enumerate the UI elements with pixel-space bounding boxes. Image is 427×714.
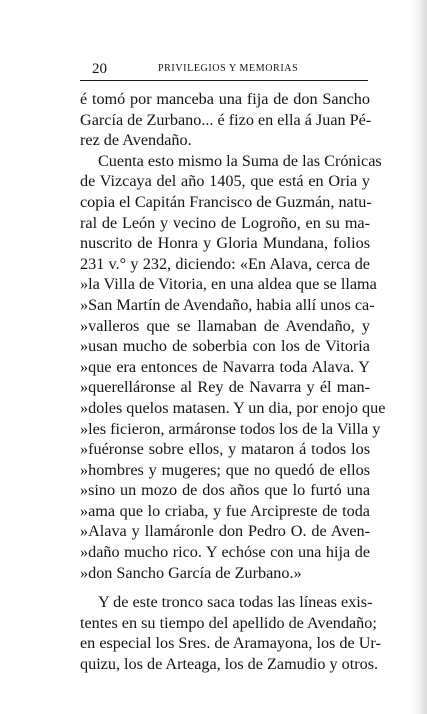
page-header	[92, 60, 370, 80]
running-title: PRIVILEGIOS Y MEMORIAS	[158, 63, 299, 74]
text-line: Cuenta esto mismo la Suma de las Crónicas	[98, 151, 382, 170]
text-line: »daño mucho rico. Y echóse con una hija de	[80, 543, 370, 562]
text-line: tentes en su tiempo del apellido de Avendaño;	[80, 613, 377, 632]
text-line: »usan mucho de soberbia con los de Vitoria	[80, 337, 370, 356]
text-line: »doles quelos matasen. Y un dia, por enojo que	[80, 398, 386, 417]
text-line: ral de León y vecino de Logroño, en su ma-	[80, 213, 370, 232]
body-text	[80, 89, 386, 675]
text-line: 231 v.° y 232, diciendo: «En Alava, cerca de	[80, 254, 370, 273]
text-line: »hombres y mugeres; que no quedó de ellos	[80, 460, 370, 479]
text-line: »San Martín de Avendaño, habia allí unos ca-	[80, 295, 375, 314]
text-line: de Vizcaya del año 1405, que está en Oria y	[80, 172, 370, 191]
page-edge-shadow	[409, 0, 427, 714]
page-number: 20	[92, 61, 107, 77]
text-line: Y de este tronco saca todas las líneas exis-	[98, 593, 373, 612]
paragraph-1	[80, 89, 370, 151]
text-line: »fuéronse sobre ellos, y mataron á todos los	[80, 440, 370, 459]
text-line: rez de Avendaño.	[80, 131, 192, 150]
header-rule	[80, 80, 368, 81]
text-line: »querelláronse al Rey de Navarra y él man-	[80, 378, 370, 397]
paragraph-3	[80, 592, 381, 674]
text-line: »les ficieron, armáronse todos los de la Villa y	[80, 419, 381, 438]
paragraph-2	[80, 151, 386, 583]
text-line: »que era entonces de Navarra toda Alava. Y	[80, 357, 370, 376]
text-line: »sino un mozo de dos años que lo furtó una	[80, 481, 370, 500]
text-line: »ama que lo criaba, y fue Arcipreste de toda	[80, 501, 370, 520]
text-line: »valleros que se llamaban de Avendaño, y	[80, 316, 370, 335]
text-line: »Alava y llamáronle don Pedro O. de Aven-	[80, 522, 370, 541]
text-line: García de Zurbano... é fizo en ella á Juan Pé-	[80, 110, 372, 129]
text-line: é tomó por manceba una fija de don Sancho	[80, 90, 370, 108]
text-line: quizu, los de Arteaga, los de Zamudio y otros.	[80, 655, 379, 674]
paragraph-spacing	[80, 583, 370, 592]
text-line: nuscrito de Honra y Gloria Mundana, folios	[80, 234, 370, 253]
text-line: en especial los Sres. de Aramayona, los de Ur-	[80, 634, 381, 653]
text-line: »la Villa de Vitoria, en una aldea que se llama	[80, 275, 377, 294]
text-line: »don Sancho García de Zurbano.»	[80, 563, 302, 582]
text-line: copia el Capitán Francisco de Guzmán, natu-	[80, 192, 372, 211]
